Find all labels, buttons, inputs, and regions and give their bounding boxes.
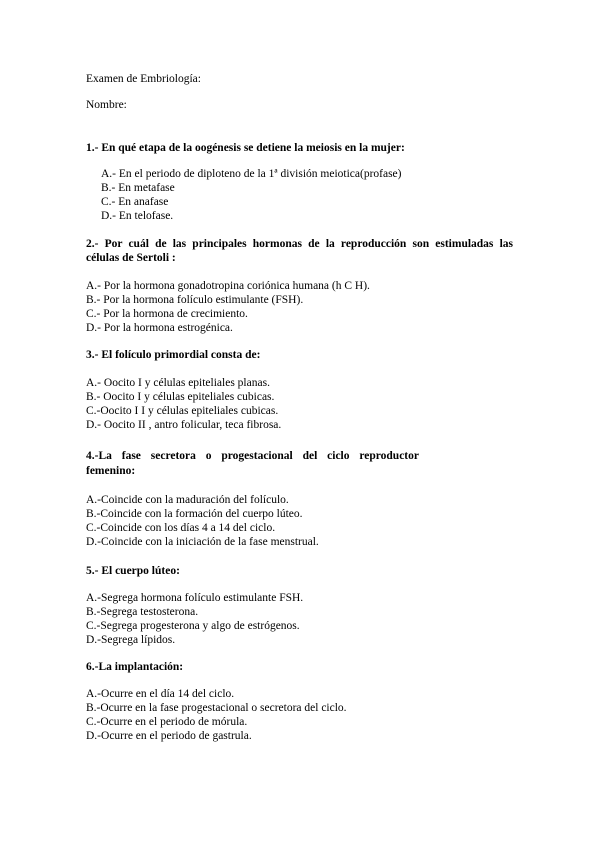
question-1-option-b: B.- En metafase — [101, 182, 175, 194]
question-6-option-b: B.-Ocurre en la fase progestacional o secretora del ciclo. — [86, 702, 347, 714]
question-2-title-line2: células de Sertoli : — [86, 252, 176, 264]
question-5-option-d: D.-Segrega lípidos. — [86, 634, 176, 646]
question-4-title-line2: femenino: — [86, 465, 136, 477]
question-6-option-d: D.-Ocurre en el periodo de gastrula. — [86, 730, 252, 742]
question-4-option-a: A.-Coincide con la maduración del folículo. — [86, 494, 289, 506]
question-2-option-a: A.- Por la hormona gonadotropina coriónica humana (h C H). — [86, 280, 370, 292]
question-3-option-a: A.- Oocito I y células epiteliales planas. — [86, 377, 270, 389]
question-1-option-c: C.- En anafase — [101, 196, 169, 208]
question-6-title: 6.-La implantación: — [86, 661, 184, 673]
question-2-option-b: B.- Por la hormona folículo estimulante (FSH). — [86, 294, 304, 306]
question-1-option-d: D.- En telofase. — [101, 210, 174, 222]
question-5-option-a: A.-Segrega hormona folículo estimulante FSH. — [86, 592, 304, 604]
question-5-option-b: B.-Segrega testosterona. — [86, 606, 199, 618]
question-3-option-b: B.- Oocito I y células epiteliales cubicas. — [86, 391, 275, 403]
question-5-title: 5.- El cuerpo lúteo: — [86, 565, 180, 577]
question-4-option-d: D.-Coincide con la iniciación de la fase menstrual. — [86, 536, 319, 548]
question-6-option-a: A.-Ocurre en el día 14 del ciclo. — [86, 688, 235, 700]
question-1-option-a: A.- En el periodo de diploteno de la 1ª división meiotica(profase) — [101, 168, 402, 180]
question-6-option-c: C.-Ocurre en el periodo de mórula. — [86, 716, 248, 728]
name-label: Nombre: — [86, 99, 127, 111]
question-1-title: 1.- En qué etapa de la oogénesis se detiene la meiosis en la mujer: — [86, 142, 405, 154]
question-4-option-c: C.-Coincide con los días 4 a 14 del ciclo. — [86, 522, 276, 534]
question-3-title: 3.- El folículo primordial consta de: — [86, 349, 261, 361]
question-4-option-b: B.-Coincide con la formación del cuerpo lúteo. — [86, 508, 303, 520]
question-2-option-c: C.- Por la hormona de crecimiento. — [86, 308, 248, 320]
question-5-option-c: C.-Segrega progesterona y algo de estrógenos. — [86, 620, 300, 632]
exam-title: Examen de Embriología: — [86, 73, 201, 85]
question-2-title-line1: 2.- Por cuál de las principales hormonas de la reproducción son estimuladas las — [86, 238, 513, 250]
question-3-option-c: C.-Oocito I I y células epiteliales cubicas. — [86, 405, 279, 417]
question-2-option-d: D.- Por la hormona estrogénica. — [86, 322, 233, 334]
question-4-title-line1: 4.-La fase secretora o progestacional del ciclo reproductor — [86, 450, 419, 462]
question-3-option-d: D.- Oocito II , antro folicular, teca fibrosa. — [86, 419, 282, 431]
